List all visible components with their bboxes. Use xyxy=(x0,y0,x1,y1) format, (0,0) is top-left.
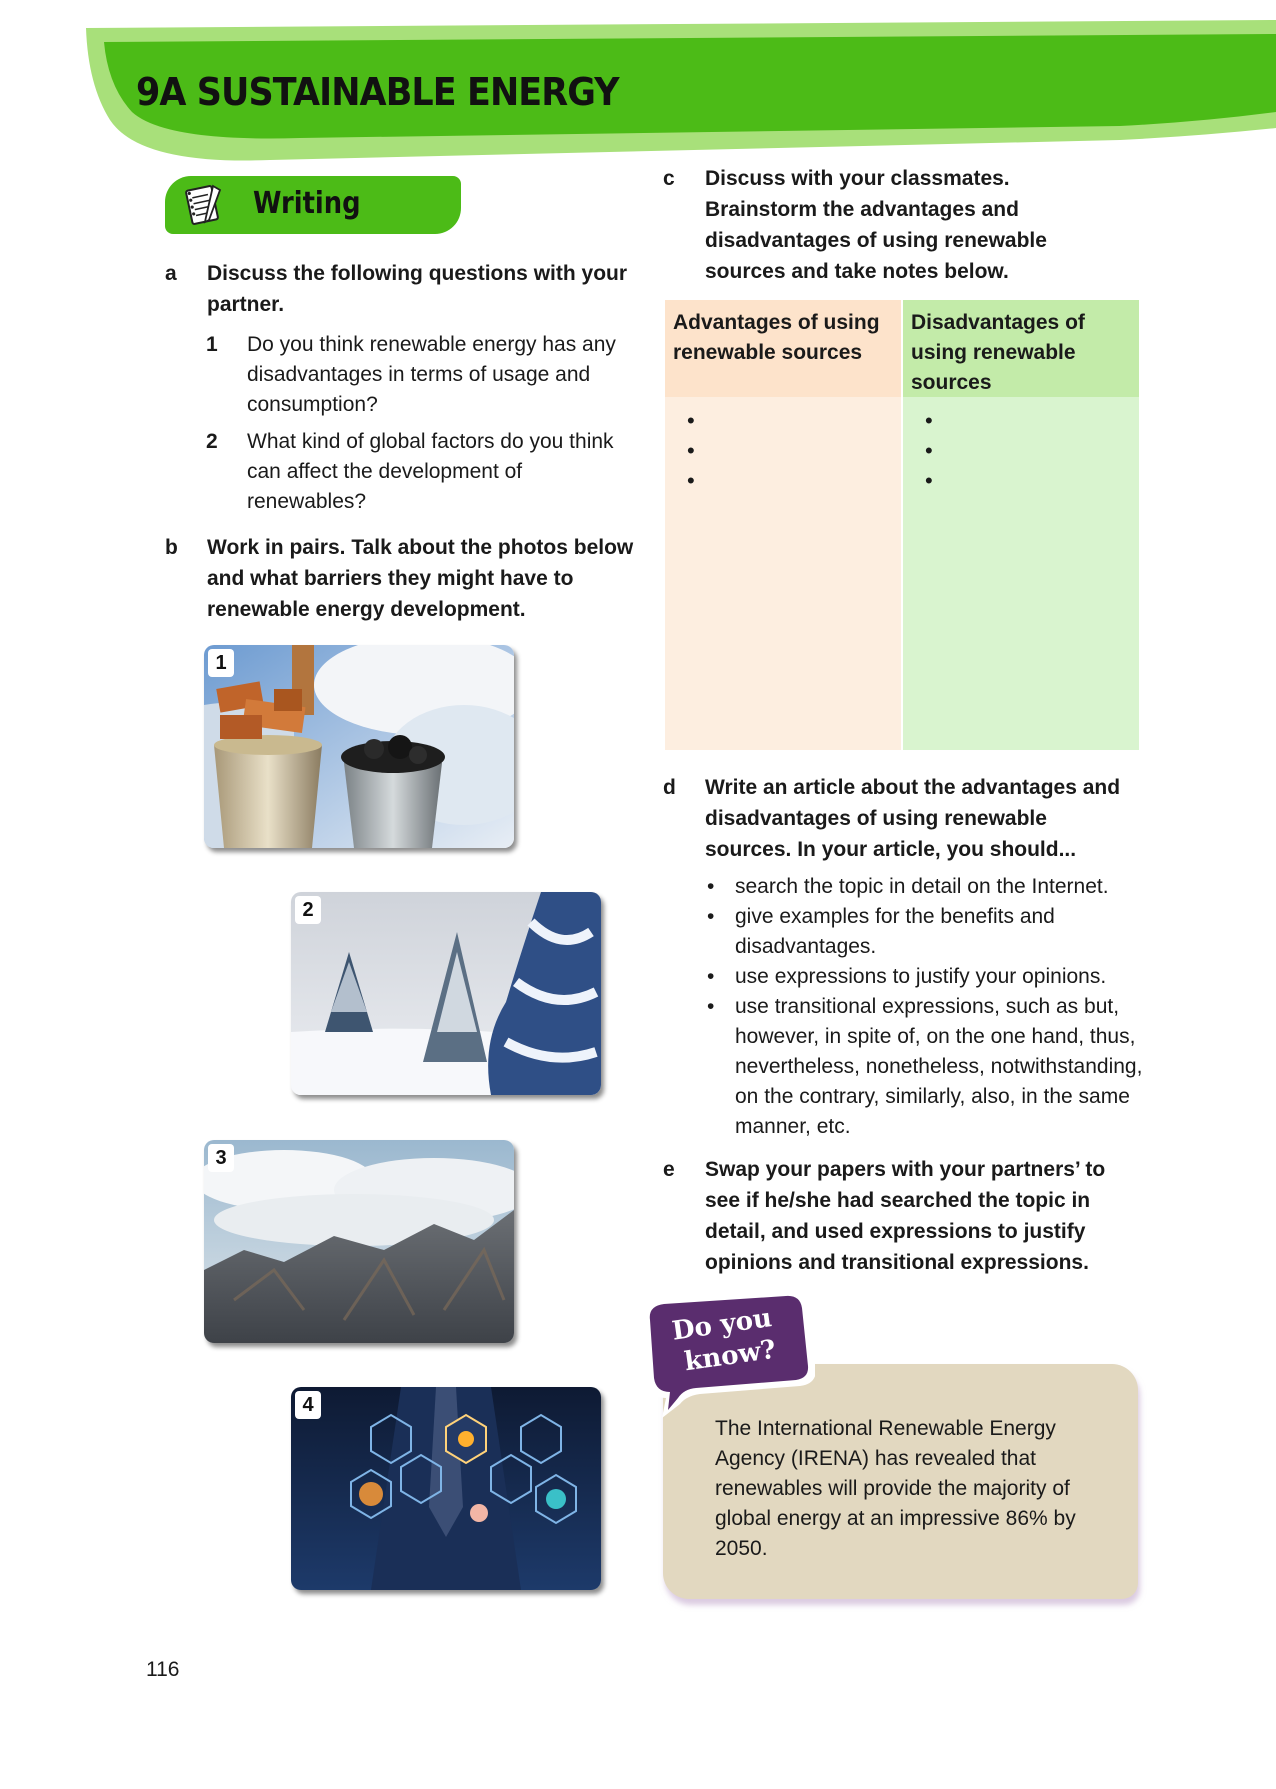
photo-number: 4 xyxy=(295,1391,321,1419)
task-instruction: Discuss the following questions with your partner. xyxy=(207,262,628,316)
disadvantages-bullets[interactable] xyxy=(925,406,933,496)
photo-3-mountains-clouds xyxy=(204,1140,514,1343)
bullet-item[interactable]: • xyxy=(687,438,695,463)
task-a xyxy=(165,258,645,324)
list-item xyxy=(705,902,1145,962)
bullet-item[interactable]: • xyxy=(925,468,933,493)
task-instruction: Write an article about the advantages and disadvantages of using renewable sources. In your article, you should... xyxy=(705,776,1121,861)
bullet-glyph: • xyxy=(707,995,715,1018)
list-item xyxy=(705,992,1145,1142)
article-requirements-list xyxy=(705,872,1145,1142)
photo-3-image xyxy=(204,1140,514,1343)
list-item-text: use transitional expressions, such as but, however, in spite of, on the one hand, thus, nevertheless, nonetheless, notwithstanding, on the contrary, similarly, also, in the same manner, etc. xyxy=(735,995,1143,1138)
question-text: What kind of global factors do you think can affect the development of renewables? xyxy=(247,430,614,513)
task-letter: c xyxy=(663,167,675,190)
bullet-glyph: • xyxy=(707,875,715,898)
bullet-glyph: • xyxy=(707,905,715,928)
list-item xyxy=(705,962,1145,992)
photo-number: 1 xyxy=(208,649,234,677)
photo-4-energy-icons-touchscreen xyxy=(291,1387,601,1590)
unit-title: 9A SUSTAINABLE ENERGY xyxy=(136,70,619,114)
task-instruction: Discuss with your classmates. Brainstorm the advantages and disadvantages of using renewable sources and take notes below. xyxy=(705,167,1047,283)
advantages-header: Advantages of using renewable sources xyxy=(665,300,901,397)
question-number: 1 xyxy=(206,333,218,356)
page-number: 116 xyxy=(146,1658,180,1681)
photo-2-snowy-forest xyxy=(291,892,601,1095)
task-letter: a xyxy=(165,262,177,285)
task-instruction: Work in pairs. Talk about the photos below and what barriers they might have to renewable energy development. xyxy=(207,536,634,621)
photo-2-image xyxy=(291,892,601,1095)
bullet-item[interactable]: • xyxy=(687,408,695,433)
disadvantages-column xyxy=(903,300,1139,750)
bullet-item[interactable]: • xyxy=(687,468,695,493)
task-b xyxy=(165,532,645,628)
bullet-item[interactable]: • xyxy=(925,408,933,433)
notebook-pencil-icon xyxy=(183,182,225,228)
section-label-writing xyxy=(165,176,461,234)
photo-4-image xyxy=(291,1387,601,1590)
photo-1-buckets-wood-coal xyxy=(204,645,514,848)
bullet-item[interactable]: • xyxy=(925,438,933,463)
advantages-column xyxy=(665,300,901,750)
did-you-know-line2: know? xyxy=(682,1334,778,1378)
section-label: Writing xyxy=(253,186,361,221)
list-item-text: search the topic in detail on the Internet. xyxy=(735,875,1109,898)
photo-number: 2 xyxy=(295,896,321,924)
did-you-know-line1: Do you xyxy=(670,1303,774,1347)
task-instruction: Swap your papers with your partners’ to see if he/she had searched the topic in detail, and used expressions to justify opinions and transitional expressions. xyxy=(705,1158,1106,1274)
disadvantages-header: Disadvantages of using renewable sources xyxy=(903,300,1139,397)
task-letter: e xyxy=(663,1158,675,1181)
task-d xyxy=(663,772,1143,868)
task-c xyxy=(663,163,1143,289)
question-text: Do you think renewable energy has any disadvantages in terms of usage and consumption? xyxy=(247,333,616,416)
task-letter: b xyxy=(165,536,178,559)
did-you-know-text: The International Renewable Energy Agency (IRENA) has revealed that renewables will provide the majority of global energy at an impressive 86% by 2050. xyxy=(715,1417,1076,1560)
list-item-text: use expressions to justify your opinions. xyxy=(735,965,1107,988)
list-item-text: give examples for the benefits and disadvantages. xyxy=(735,905,1055,958)
task-e xyxy=(663,1154,1143,1280)
photo-1-image xyxy=(204,645,514,848)
bullet-glyph: • xyxy=(707,965,715,988)
list-item xyxy=(705,872,1145,902)
advantages-bullets[interactable] xyxy=(687,406,695,496)
task-letter: d xyxy=(663,776,676,799)
notes-table xyxy=(665,300,1139,750)
question-number: 2 xyxy=(206,430,218,453)
photo-number: 3 xyxy=(208,1144,234,1172)
